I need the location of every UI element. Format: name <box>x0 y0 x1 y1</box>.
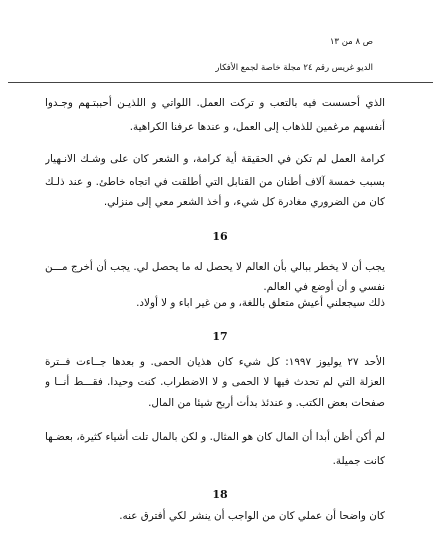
paragraph-line: أنفسهم مرغمين للذهاب إلى العمل، و عندها عرفنا الكراهية. <box>129 121 385 133</box>
paragraph-line: الأحد ٢٧ يوليوز ١٩٩٧: كل شيء كان هذيان الحمى. و بعدها جــاءت فــترة <box>45 356 385 368</box>
paragraph-line: بسبب خمسة آلاف أطنان من القنابل التي أطلقت في اتجاه خاطئ. و عند ذلـك <box>45 176 385 188</box>
paragraph-line: الذي أحسست فيه بالتعب و تركت العمل. اللواتي و اللذيـن أحببتـهم وجـدوا <box>45 97 385 109</box>
paragraph-line: العزلة التي لم تحدث فيها لا الحمى و لا الاضطراب. كنت وحيدا. فقـــط أنــا و <box>45 376 385 388</box>
header-divider <box>8 82 433 83</box>
paragraph-line: ذلك سيجعلني أعيش متعلق باللغة، و من غير اباء و لا أولاد. <box>136 297 385 309</box>
paragraph-line: كان واضحا أن عملي كان من الواجب أن ينشر لكي أفترق عنه. <box>119 510 385 522</box>
paragraph-line: لم أكن أظن أبدا أن المال كان هو المثال. و لكن بالمال تلت أشياء كثيرة، بعضـها <box>45 431 385 443</box>
section-number: 18 <box>212 488 228 501</box>
paragraph-line: صفحات بعض الكتب. و عندئذ بدأت أربح شيئا من المال. <box>148 397 385 409</box>
paragraph-line: يجب أن لا يخطر ببالي بأن العالم لا يحصل له ما يحصل لي. يجب أن أخرج مـــن <box>45 261 385 273</box>
publication-header: الديو غريس رقم ٢٤ مجلة خاصة لجمع الأفكار <box>215 63 373 73</box>
section-number: 16 <box>212 230 228 243</box>
paragraph-line: كرامة العمل لم تكن في الحقيقة أية كرامة، و الشعر كان على وشـك الانـهيار <box>45 153 385 165</box>
section-number: 17 <box>212 330 228 343</box>
paragraph-line: كان من الضروري مغادرة كل شيء، و أخذ الشعر معي إلى منزلي. <box>103 196 385 208</box>
paragraph-line: نفسي و أن أوضع في العالم. <box>263 281 385 293</box>
page-number-header: ص ٨ من ١٣ <box>329 37 373 47</box>
paragraph-line: كانت جميلة. <box>332 455 385 467</box>
